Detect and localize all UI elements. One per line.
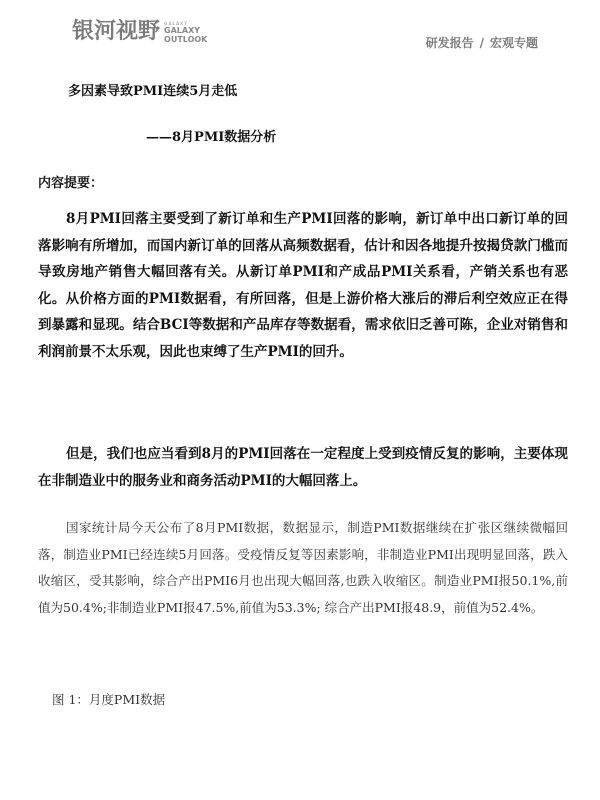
logo-text: 银河视野	[72, 19, 161, 44]
logo-tiny-text: GALAXY	[164, 20, 189, 26]
report-topic: 宏观专题	[489, 36, 538, 50]
document-title: 多因素导致PMI连续5月走低	[68, 84, 238, 99]
logo-line-outlook: OUTLOOK	[164, 34, 208, 44]
logo-subtext	[164, 21, 207, 44]
page-header	[0, 0, 600, 70]
report-type-label	[426, 34, 538, 51]
summary-label: 内容提要：	[38, 176, 104, 191]
report-separator: /	[479, 36, 484, 50]
summary-paragraph-1: 8月PMI回落主要受到了新订单和生产PMI回落的影响，新订单中出口新订单的回落影响有所增加，而国内新订单的回落从高频数据看，估计和因各地提升按揭贷款门槛而导致房地产销售大幅回落有关。从新订单PMI和产成品PMI关系看，产销关系也有恶化。从价格方面的PMI数据看，有所回落，但是上游价格大涨后的滞后利空效应正在得到暴露和显现。结合BCI等数据和产品库存等数据看，需求依旧乏善可陈，企业对销售和利润前景不太乐观，因此也束缚了生产PMI的回升。	[38, 211, 568, 360]
document-subtitle: ——8月PMI数据分析	[146, 130, 277, 145]
figure-caption: 图 1：月度PMI数据	[52, 692, 166, 707]
summary-paragraph-2: 但是，我们也应当看到8月的PMI回落在一定程度上受到疫情反复的影响，主要体现在非制造业中的服务业和商务活动PMI的大幅回落上。	[38, 446, 568, 489]
report-category: 研发报告	[425, 36, 474, 50]
galaxy-logo	[72, 20, 207, 44]
logo-line-galaxy: GALAXY	[164, 25, 201, 35]
body-paragraph: 国家统计局今天公布了8月PMI数据，数据显示，制造PMI数据继续在扩张区继续微幅回落，制造业PMI已经连续5月回落。受疫情反复等因素影响，非制造业PMI出现明显回落，跌入收缩区，受其影响，综合产出PMI6月也出现大幅回落,也跌入收缩区。制造业PMI报50.1%,前值为50.4%;非制造业PMI报47.5%,前值为53.3%; 综合产出PMI报48.9，前值为52.4%。	[38, 520, 568, 615]
